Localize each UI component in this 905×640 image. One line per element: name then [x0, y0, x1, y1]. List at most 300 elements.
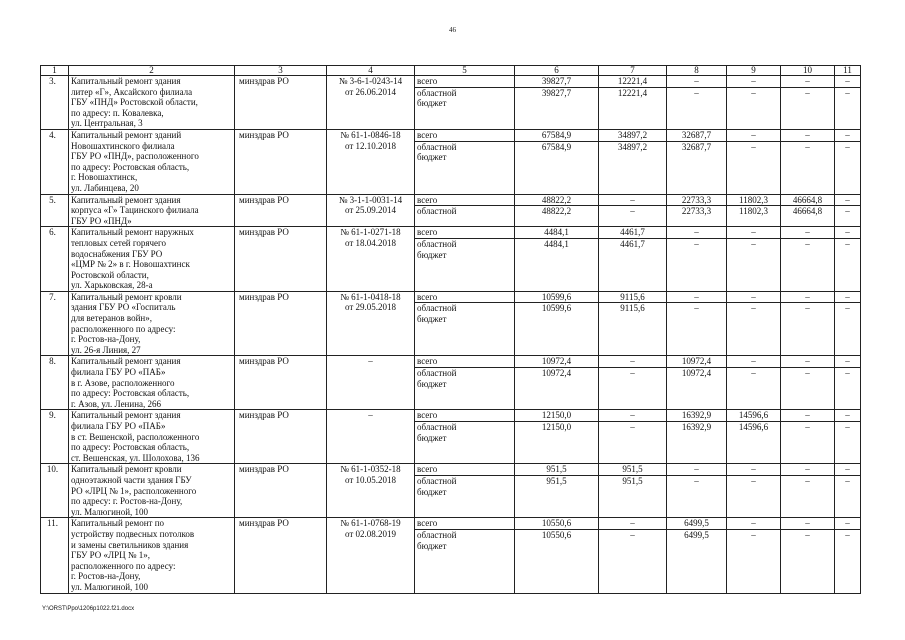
value-regional: – [845, 475, 850, 486]
value-regional: – [805, 475, 810, 486]
value-cell [515, 129, 599, 194]
row-number [41, 76, 69, 130]
expertise-doc-line: – [368, 410, 373, 421]
object-name-line: устройству подвесных потолков [71, 528, 195, 539]
value-cell [667, 291, 727, 356]
value-cell [667, 76, 727, 130]
value-cell [599, 194, 667, 227]
value-cell [835, 227, 861, 292]
value-regional: – [845, 206, 850, 217]
funding-source-line: областной [417, 206, 457, 217]
object-name [69, 129, 235, 194]
agency-text: минздрав РО [239, 76, 289, 86]
value-regional: 10599,6 [541, 303, 572, 314]
expertise-doc [327, 129, 415, 194]
value-cell [781, 129, 835, 194]
funding-source-regional [417, 303, 512, 324]
value-regional: – [694, 303, 699, 314]
value-cell [599, 410, 667, 464]
value-regional: – [805, 529, 810, 540]
row-number-text: 6. [49, 227, 56, 238]
object-name [69, 76, 235, 130]
row-number-text: 10. [46, 464, 59, 475]
value-regional: 22733,3 [681, 206, 712, 217]
funding-source [415, 291, 515, 356]
agency-text: минздрав РО [239, 464, 289, 475]
object-name-line: корпуса «Г» Тацинского филиала [71, 205, 199, 216]
funding-source-line: областной [417, 475, 457, 486]
funding-source-line: бюджет [417, 314, 447, 325]
row-number-text: 9. [49, 410, 56, 421]
value-cell [727, 410, 781, 464]
value-cell [599, 518, 667, 593]
value-cell [781, 410, 835, 464]
funding-source-line: бюджет [417, 98, 447, 109]
value-cell [835, 356, 861, 410]
agency-text: минздрав РО [239, 518, 289, 529]
value-regional: – [845, 238, 850, 249]
value-cell [515, 291, 599, 356]
object-name [69, 356, 235, 410]
value-regional: – [845, 529, 850, 540]
col-header: 9 [727, 66, 781, 76]
expertise-doc-line: № 61-1-0352-18 [340, 464, 401, 475]
object-name-line: расположенного по адресу: [71, 560, 176, 571]
value-cell [781, 356, 835, 410]
value-total: 4461,7 [599, 227, 666, 239]
value-total: – [727, 292, 780, 304]
funding-source-line: областной [417, 238, 457, 249]
object-name-line: здания ГБУ РО «Госпиталь [71, 302, 176, 313]
funding-source-regional [417, 476, 512, 497]
value-cell [835, 291, 861, 356]
value-regional: 39827,7 [541, 87, 572, 98]
value-total: – [835, 76, 860, 88]
object-name-line: ул. Малюгиной, 100 [71, 581, 149, 592]
expertise-doc-line: № 61-1-0768-19 [340, 518, 401, 529]
funding-source-regional [417, 239, 512, 260]
value-cell [667, 227, 727, 292]
funding-source-total: всего [415, 195, 514, 207]
value-total: – [835, 195, 860, 207]
value-total: – [667, 76, 726, 88]
value-total: 12150,0 [515, 410, 598, 422]
object-name-line: по адресу: п. Ковалевка, [71, 107, 164, 118]
value-cell [599, 227, 667, 292]
object-name-line: по адресу: г. Ростов-на-Дону, [71, 496, 183, 507]
table-row [41, 227, 861, 292]
value-regional: 951,5 [546, 475, 567, 486]
value-regional: 10972,4 [541, 368, 572, 379]
object-name [69, 518, 235, 593]
object-name [69, 227, 235, 292]
expertise-doc [327, 227, 415, 292]
col-header: 5 [415, 66, 515, 76]
value-regional: – [845, 368, 850, 379]
funding-source-line: областной [417, 368, 457, 379]
row-number [41, 291, 69, 356]
value-total: – [727, 464, 780, 476]
object-name-line: г. Ростов-на-Дону, [71, 334, 141, 345]
footer-file-path: Y:\ORST\Ppo\1206p1022.f21.docx [42, 606, 135, 612]
value-regional: – [630, 529, 635, 540]
expertise-doc [327, 518, 415, 593]
row-number [41, 464, 69, 518]
value-total: 10599,6 [515, 292, 598, 304]
value-cell [781, 518, 835, 593]
funding-source-line: бюджет [417, 152, 447, 163]
value-regional: – [805, 422, 810, 432]
expertise-doc [327, 410, 415, 464]
funding-source-line: областной [417, 87, 457, 98]
row-number [41, 518, 69, 593]
expertise-doc-line: от 18.04.2018 [344, 237, 397, 248]
funding-source-total: всего [415, 410, 514, 422]
value-cell [515, 194, 599, 227]
value-regional: – [694, 238, 699, 249]
agency [235, 356, 327, 410]
value-cell [835, 129, 861, 194]
value-cell [599, 129, 667, 194]
value-regional: 4461,7 [620, 238, 645, 249]
funding-source-regional [417, 422, 512, 443]
expertise-doc-line: № 61-1-0418-18 [340, 291, 401, 302]
col-header: 10 [781, 66, 835, 76]
object-name-line: г. Ростов-на-Дону, [71, 571, 141, 582]
value-regional: 12221,4 [617, 87, 648, 98]
value-total: – [781, 518, 834, 530]
object-name-line: ГБУ РО «ЛРЦ № 1», [71, 550, 150, 561]
col-header: 7 [599, 66, 667, 76]
funding-source-regional [417, 142, 512, 163]
row-number [41, 356, 69, 410]
value-cell [667, 194, 727, 227]
value-regional: 9115,6 [620, 303, 645, 314]
table-row [41, 410, 861, 464]
funding-source-line: областной [417, 141, 457, 152]
expertise-doc-line: от 12.10.2018 [344, 140, 397, 151]
value-total: 10972,4 [515, 356, 598, 368]
value-regional: 10550,6 [541, 529, 572, 540]
value-cell [727, 356, 781, 410]
value-regional: – [751, 303, 756, 314]
expertise-doc-line: № 61-1-0271-18 [340, 227, 401, 238]
value-regional: 48822,2 [541, 206, 572, 217]
value-cell [599, 356, 667, 410]
value-cell [781, 194, 835, 227]
value-cell [667, 464, 727, 518]
table-row [41, 464, 861, 518]
value-cell [515, 76, 599, 130]
agency-text: минздрав РО [239, 227, 289, 238]
funding-source-total: всего [415, 356, 514, 368]
funding-source-line: областной [417, 529, 457, 540]
funding-source-regional [417, 530, 512, 551]
funding-source-total: всего [415, 292, 514, 304]
col-header: 11 [835, 66, 861, 76]
object-name-line: для ветеранов войн», [71, 313, 152, 324]
agency [235, 464, 327, 518]
value-cell [781, 291, 835, 356]
value-regional: 34897,2 [617, 141, 648, 152]
value-total: – [727, 227, 780, 239]
value-regional: 32687,7 [681, 141, 712, 152]
object-name-line: «ЦМР № 2» в г. Новошахтинск [71, 259, 190, 270]
object-name-line: в ст. Вешенской, расположенного [71, 431, 200, 442]
expertise-doc [327, 291, 415, 356]
row-number [41, 227, 69, 292]
col-header: 6 [515, 66, 599, 76]
value-total: 34897,2 [599, 130, 666, 142]
value-cell [781, 464, 835, 518]
funding-source [415, 356, 515, 410]
value-cell [835, 464, 861, 518]
value-regional: – [694, 475, 699, 486]
object-name-line: ул. 26-я Линия, 27 [71, 344, 141, 355]
table-row [41, 76, 861, 130]
funding-source-total: всего [415, 76, 514, 88]
value-cell [727, 291, 781, 356]
funding-source-line: бюджет [417, 540, 447, 551]
value-total: 951,5 [515, 464, 598, 476]
value-regional: – [845, 141, 850, 152]
value-regional: – [805, 141, 810, 152]
funding-source-total: всего [415, 464, 514, 476]
row-number [41, 129, 69, 194]
value-regional: – [751, 475, 756, 486]
value-cell [781, 76, 835, 130]
value-total: – [599, 356, 666, 368]
funding-source [415, 76, 515, 130]
value-total: 10972,4 [667, 356, 726, 368]
expertise-doc [327, 356, 415, 410]
object-name-line: филиала ГБУ РО «ПАБ» [71, 421, 166, 431]
funding-source-line: бюджет [417, 378, 447, 389]
value-regional: 14596,6 [738, 422, 769, 432]
funding-source [415, 464, 515, 518]
table-row [41, 356, 861, 410]
header-row [41, 66, 861, 76]
value-regional: 6499,5 [684, 529, 709, 540]
page-number: 46 [449, 26, 456, 34]
expertise-doc-line: № 3-1-1-0031-14 [338, 194, 403, 205]
funding-source-line: бюджет [417, 249, 447, 260]
value-total: – [727, 518, 780, 530]
table-row [41, 518, 861, 593]
value-regional: – [845, 422, 850, 432]
col-header: 2 [69, 66, 235, 76]
value-regional: – [751, 238, 756, 249]
value-total: – [781, 130, 834, 142]
object-name-line: Капитальный ремонт здания [71, 194, 181, 205]
table-row [41, 194, 861, 227]
object-name-line: Капитальный ремонт наружных [71, 227, 194, 238]
value-total: – [835, 518, 860, 530]
value-regional: – [751, 368, 756, 379]
value-regional: 10972,4 [681, 368, 712, 379]
value-total: 48822,2 [515, 195, 598, 207]
value-cell [667, 356, 727, 410]
value-cell [515, 464, 599, 518]
value-total: 39827,7 [515, 76, 598, 88]
row-number [41, 410, 69, 464]
value-total: – [599, 518, 666, 530]
expertise-doc-line: № 61-1-0846-18 [340, 129, 401, 140]
value-total: – [667, 464, 726, 476]
object-name-line: ГБУ РО «ПНД» [71, 215, 132, 226]
expertise-doc-line: от 02.08.2019 [344, 528, 397, 539]
object-name-line: филиала ГБУ РО «ПАБ» [71, 367, 166, 378]
object-name-line: литер «Г», Аксайского филиала [71, 86, 193, 97]
value-total: – [667, 227, 726, 239]
object-name-line: г. Азов, ул. Ленина, 266 [71, 398, 162, 409]
value-total: 22733,3 [667, 195, 726, 207]
row-number-text: 4. [49, 129, 56, 140]
value-cell [835, 410, 861, 464]
object-name-line: ГБУ «ПНД» Ростовской области, [71, 97, 198, 108]
agency [235, 194, 327, 227]
table-row [41, 129, 861, 194]
value-total: – [599, 195, 666, 207]
value-cell [515, 518, 599, 593]
object-name-line: по адресу: Ростовская область, [71, 442, 190, 453]
value-total: 12221,4 [599, 76, 666, 88]
object-name [69, 464, 235, 518]
expertise-doc [327, 464, 415, 518]
funding-source-total: всего [415, 130, 514, 142]
row-number [41, 194, 69, 227]
value-total: 951,5 [599, 464, 666, 476]
table-row [41, 291, 861, 356]
value-regional: 11802,3 [739, 206, 768, 217]
agency [235, 129, 327, 194]
object-name-line: тепловых сетей горячего [71, 237, 166, 248]
row-number-text: 3. [49, 76, 56, 86]
agency [235, 76, 327, 130]
value-cell [667, 410, 727, 464]
value-total: – [781, 292, 834, 304]
funding-source-regional [417, 88, 512, 109]
value-total: – [781, 76, 834, 88]
object-name-line: ул. Харьковская, 28-а [71, 280, 153, 291]
funding-source-total: всего [415, 518, 514, 530]
object-name-line: Капитальный ремонт по [71, 518, 165, 529]
funding-source-line: бюджет [417, 486, 447, 497]
value-total: – [727, 76, 780, 88]
agency-text: минздрав РО [239, 291, 289, 302]
value-regional: – [751, 529, 756, 540]
object-name-line: Капитальный ремонт кровли [71, 291, 182, 302]
expertise-doc [327, 76, 415, 130]
funding-source [415, 194, 515, 227]
value-total: 11802,3 [727, 195, 780, 207]
value-regional: 16392,9 [681, 422, 712, 432]
funding-source [415, 129, 515, 194]
row-number-text: 5. [49, 194, 56, 205]
value-regional: – [805, 303, 810, 314]
value-total: 67584,9 [515, 130, 598, 142]
object-name-line: Капитальный ремонт здания [71, 356, 181, 367]
expertise-doc-line: от 25.09.2014 [344, 205, 397, 216]
value-regional: 12150,0 [541, 422, 572, 432]
value-regional: – [805, 87, 810, 98]
value-total: – [835, 356, 860, 368]
col-header: 8 [667, 66, 727, 76]
value-total: – [835, 292, 860, 304]
funding-source-regional [417, 368, 512, 389]
value-regional: 951,5 [622, 475, 643, 486]
value-total: – [667, 292, 726, 304]
object-name-line: г. Новошахтинск, [71, 172, 138, 183]
value-total: 46664,8 [781, 195, 834, 207]
value-total: 6499,5 [667, 518, 726, 530]
row-number-text: 7. [49, 291, 56, 302]
object-name-line: в г. Азове, расположенного [71, 377, 175, 388]
value-regional: – [694, 87, 699, 98]
funding-source-regional [417, 206, 512, 217]
value-cell [515, 410, 599, 464]
expertise-doc [327, 194, 415, 227]
object-name-line: расположенного по адресу: [71, 323, 176, 334]
table-body [41, 66, 861, 594]
object-name-line: ул. Малюгиной, 100 [71, 506, 149, 517]
value-total: – [835, 464, 860, 476]
agency-text: минздрав РО [239, 194, 289, 205]
value-cell [727, 129, 781, 194]
object-name [69, 291, 235, 356]
value-regional: – [630, 368, 635, 379]
value-cell [515, 227, 599, 292]
expertise-doc-line: № 3-6-1-0243-14 [338, 76, 403, 86]
object-name-line: РО «ЛРЦ № 1», расположенного [71, 485, 197, 496]
value-total: 14596,6 [727, 410, 780, 422]
object-name-line: Капитальный ремонт здания [71, 410, 181, 421]
value-cell [835, 194, 861, 227]
col-header: 1 [41, 66, 69, 76]
value-regional: – [845, 303, 850, 314]
agency-text: минздрав РО [239, 356, 289, 367]
value-total: 9115,6 [599, 292, 666, 304]
expertise-doc-line: от 29.05.2018 [344, 302, 397, 313]
object-name [69, 410, 235, 464]
value-total: – [727, 130, 780, 142]
value-cell [727, 194, 781, 227]
value-cell [667, 129, 727, 194]
value-cell [835, 518, 861, 593]
value-total: – [835, 410, 860, 422]
agency-text: минздрав РО [239, 410, 289, 421]
funding-source [415, 227, 515, 292]
value-regional: 67584,9 [541, 141, 572, 152]
value-total: 32687,7 [667, 130, 726, 142]
value-total: 4484,1 [515, 227, 598, 239]
expertise-doc-line: от 26.06.2014 [344, 86, 397, 97]
value-total: – [835, 227, 860, 239]
value-total: 16392,9 [667, 410, 726, 422]
value-cell [515, 356, 599, 410]
value-cell [599, 464, 667, 518]
object-name-line: по адресу: Ростовская область, [71, 388, 190, 399]
funding-source-line: областной [417, 422, 457, 432]
expertise-doc-line: от 10.05.2018 [344, 474, 397, 485]
value-regional: – [845, 87, 850, 98]
funding-source-line: бюджет [417, 432, 447, 443]
value-regional: – [630, 206, 635, 217]
object-name-line: ул. Центральная, 3 [71, 118, 143, 129]
value-cell [727, 76, 781, 130]
expertise-doc-line: – [368, 356, 373, 367]
agency [235, 227, 327, 292]
